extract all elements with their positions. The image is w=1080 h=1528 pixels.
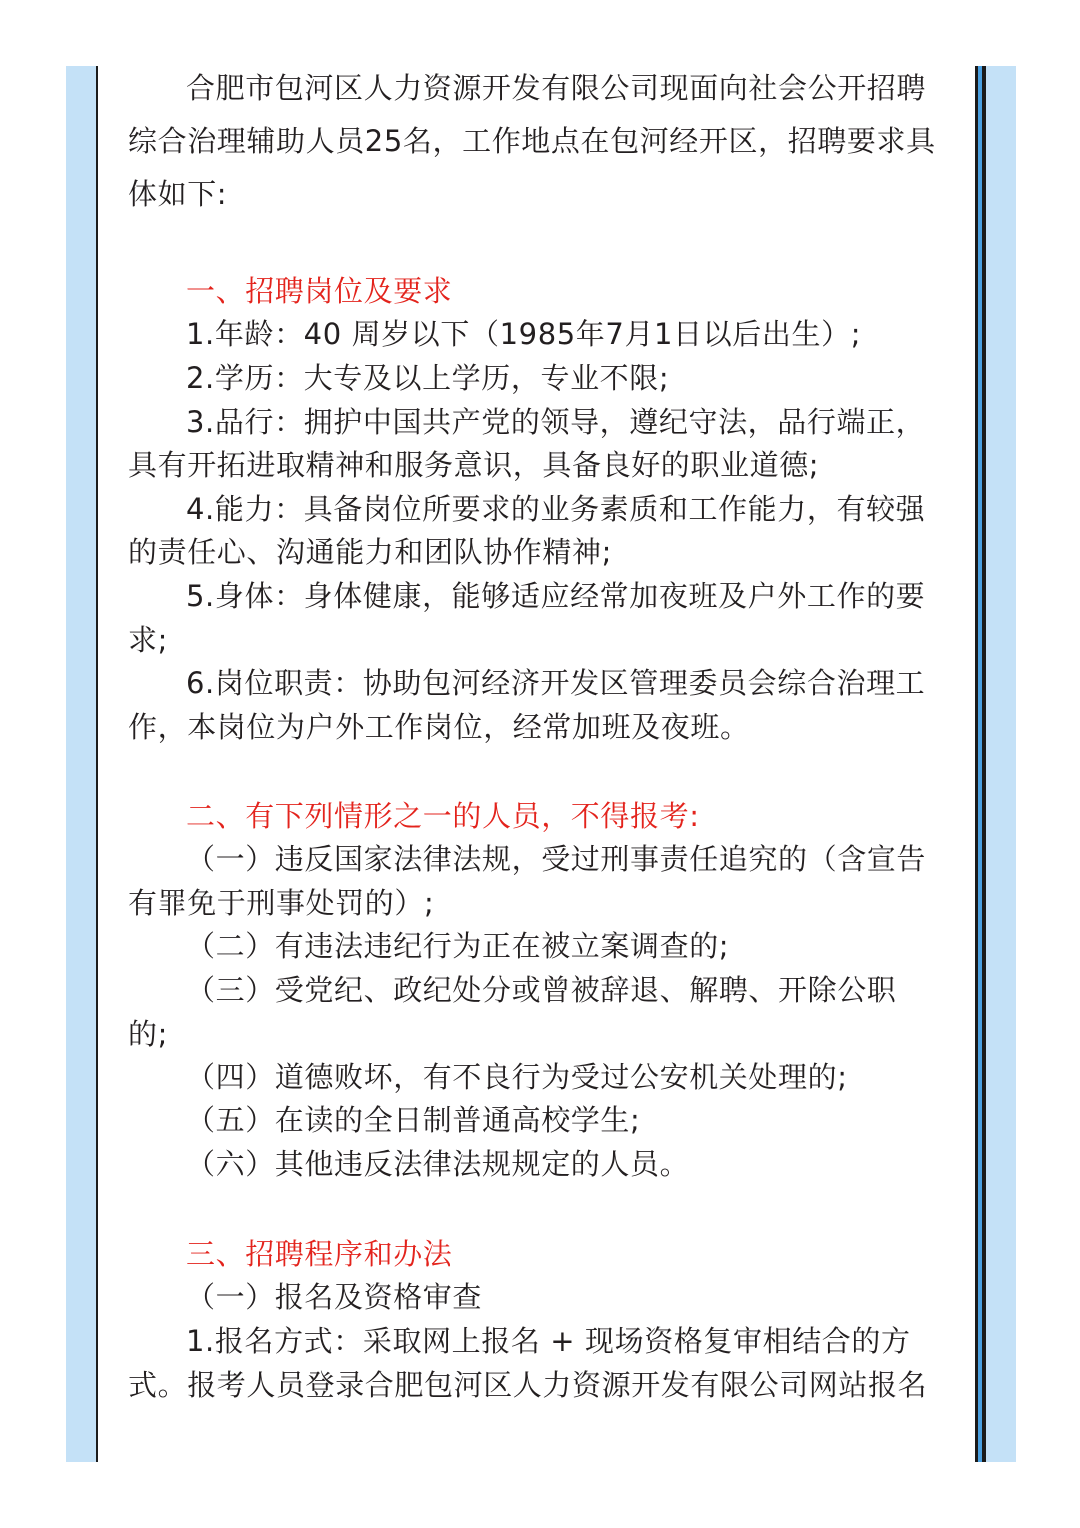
requirement-conduct: 3.品行：拥护中国共产党的领导，遵纪守法，品行端正，	[186, 405, 926, 439]
procedure-paragraph: 1.报名方式：采取网上报名 + 现场资格复审相结合的方	[186, 1324, 911, 1358]
subsection-heading: （一）报名及资格审查	[186, 1280, 483, 1314]
right-decorative-band	[986, 66, 1016, 1462]
disqualification-item: （五）在读的全日制普通高校学生;	[186, 1103, 641, 1137]
disqualification-item: （二）有违法违纪行为正在被立案调查的;	[186, 929, 730, 963]
requirement-conduct-cont: 具有开拓进取精神和服务意识，具备良好的职业道德;	[128, 448, 820, 482]
disqualification-item: （四）道德败坏，有不良行为受过公安机关处理的;	[186, 1060, 848, 1094]
intro-line: 合肥市包河区人力资源开发有限公司现面向社会公开招聘	[186, 71, 927, 105]
intro-line: 体如下:	[128, 177, 228, 211]
disqualification-item-cont: 有罪免于刑事处罚的）;	[128, 886, 435, 920]
requirement-health: 5.身体：身体健康，能够适应经常加夜班及户外工作的要	[186, 579, 926, 613]
right-border-rule	[975, 66, 986, 1462]
requirement-ability-cont: 的责任心、沟通能力和团队协作精神;	[128, 535, 612, 569]
disqualification-item-cont: 的;	[128, 1017, 168, 1051]
requirement-duties-cont: 作，本岗位为户外工作岗位，经常加班及夜班。	[128, 710, 750, 744]
requirement-health-cont: 求;	[128, 623, 168, 657]
disqualification-item: （六）其他违反法律法规规定的人员。	[186, 1147, 690, 1181]
procedure-paragraph-cont: 式。报考人员登录合肥包河区人力资源开发有限公司网站报名	[128, 1368, 928, 1402]
section-heading: 三、招聘程序和办法	[186, 1237, 453, 1271]
requirement-duties: 6.岗位职责：协助包河经济开发区管理委员会综合治理工	[186, 666, 926, 700]
intro-line: 综合治理辅助人员25名，工作地点在包河经开区，招聘要求具	[128, 124, 936, 158]
left-border-rule	[96, 66, 98, 1462]
requirement-age: 1.年龄：40 周岁以下（1985年7月1日以后出生）;	[186, 317, 862, 351]
disqualification-item: （三）受党纪、政纪处分或曾被辞退、解聘、开除公职	[186, 973, 897, 1007]
requirement-ability: 4.能力：具备岗位所要求的业务素质和工作能力，有较强	[186, 492, 926, 526]
requirement-education: 2.学历：大专及以上学历，专业不限;	[186, 361, 670, 395]
disqualification-item: （一）违反国家法律法规，受过刑事责任追究的（含宣告	[186, 842, 927, 876]
section-heading: 一、招聘岗位及要求	[186, 274, 453, 308]
left-decorative-band	[66, 66, 96, 1462]
section-heading: 二、有下列情形之一的人员，不得报考:	[186, 799, 700, 833]
